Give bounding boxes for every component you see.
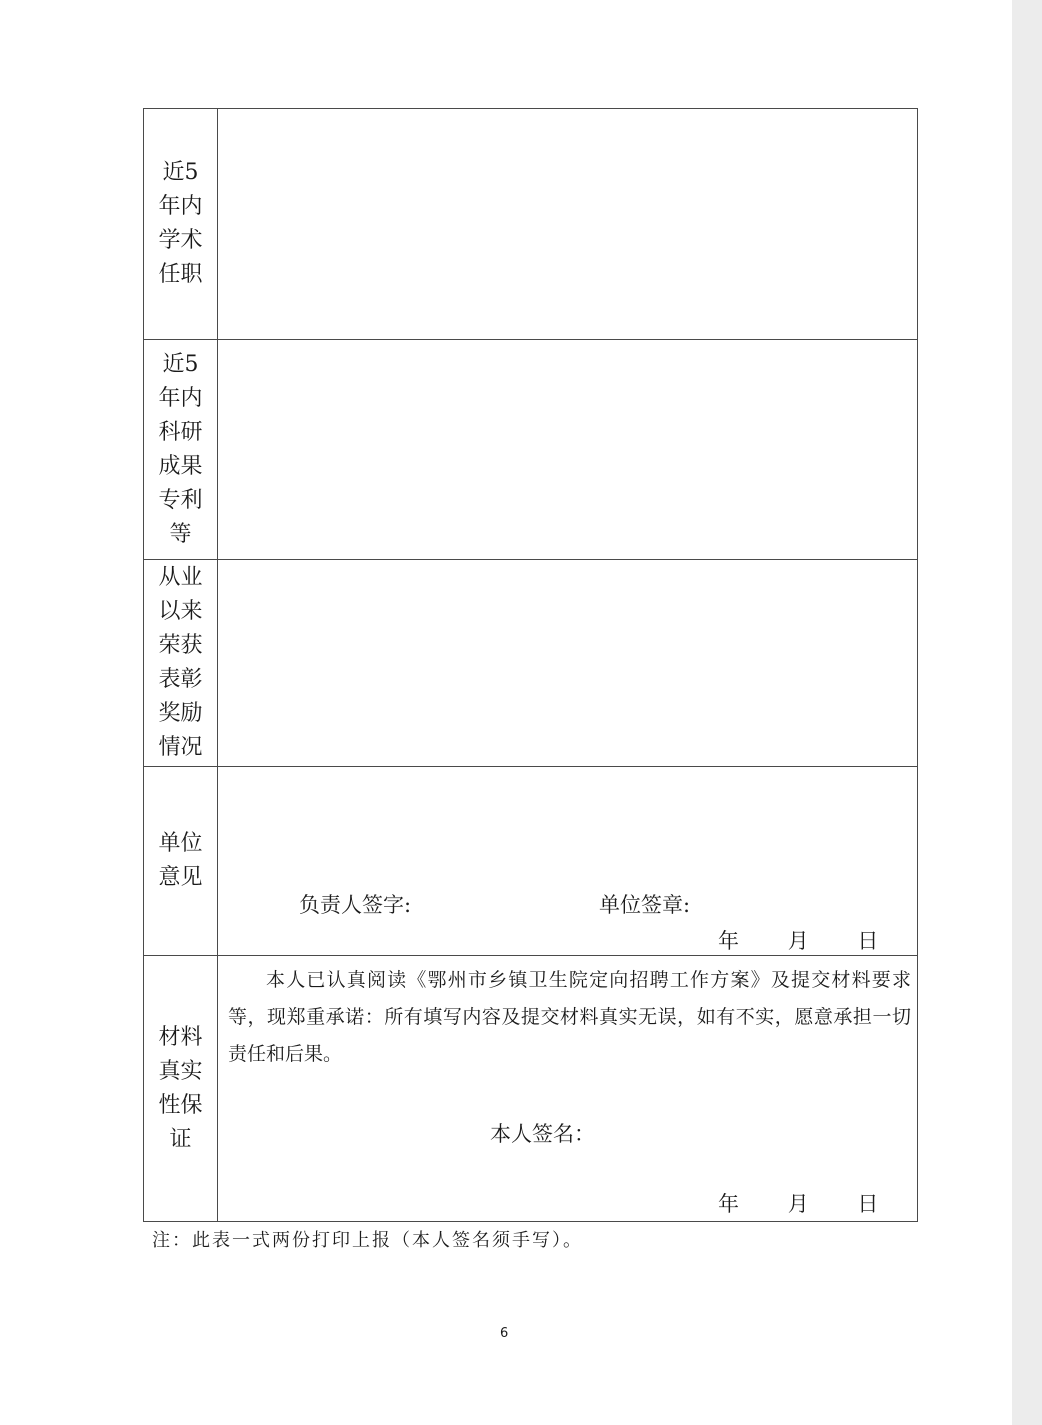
date-year: 年 — [718, 1192, 740, 1216]
label-line: 科研 — [158, 419, 203, 445]
page-number: 6 — [500, 1326, 509, 1341]
label-line: 荣获 — [158, 633, 203, 658]
label-line: 近5 — [162, 160, 199, 185]
date-month: 月 — [787, 1192, 810, 1216]
date-day: 日 — [857, 929, 880, 953]
label-line: 以来 — [158, 599, 203, 624]
label-line: 专利 — [158, 487, 203, 513]
row-academic-positions — [144, 109, 918, 340]
label-line: 性保 — [158, 1092, 203, 1118]
date-day: 日 — [857, 1192, 880, 1216]
row-authenticity-guarantee — [144, 956, 918, 1222]
field-research-results[interactable] — [218, 340, 918, 560]
page-edge-shadow — [1012, 0, 1042, 1425]
field-awards[interactable] — [218, 560, 918, 767]
row-unit-opinion — [144, 767, 918, 956]
label-line: 真实 — [158, 1058, 203, 1084]
label-line: 等 — [169, 521, 192, 547]
label-line: 学术 — [158, 228, 203, 253]
date-month: 月 — [787, 929, 810, 953]
guarantee-date — [718, 1188, 879, 1218]
unit-opinion-date — [718, 925, 879, 955]
promise-text — [228, 962, 911, 1073]
footnote: 注：此表一式两份打印上报（本人签名须手写）。 — [152, 1230, 583, 1251]
unit-seal-label: 单位签章: — [599, 893, 691, 917]
label-academic-positions — [144, 109, 218, 340]
label-authenticity-guarantee — [144, 956, 218, 1222]
label-line: 单位 — [158, 831, 203, 856]
label-line: 奖励 — [158, 701, 203, 726]
responsible-person-signature-label: 负责人签字: — [299, 893, 412, 917]
date-year: 年 — [718, 929, 740, 953]
label-unit-opinion — [144, 767, 218, 956]
label-line: 表彰 — [158, 667, 203, 692]
label-line: 近5 — [162, 351, 199, 377]
label-line: 情况 — [158, 735, 203, 760]
label-line: 证 — [169, 1126, 192, 1152]
label-line: 年内 — [158, 194, 203, 219]
promise-paragraph: 本人已认真阅读《鄂州市乡镇卫生院定向招聘工作方案》及提交材料要求等，现郑重承诺：所有填写内容及提交材料真实无误，如有不实，愿意承担一切责任和后果。 — [228, 969, 911, 1065]
field-academic-positions[interactable] — [218, 109, 918, 340]
label-line: 意见 — [158, 865, 203, 890]
label-research-results — [144, 340, 218, 560]
field-unit-opinion[interactable] — [218, 767, 918, 956]
row-research-results — [144, 340, 918, 560]
self-signature-label[interactable]: 本人签名： — [490, 1122, 595, 1146]
application-form-table — [143, 108, 918, 1222]
row-awards — [144, 560, 918, 767]
label-line: 从业 — [158, 565, 203, 590]
label-line: 材料 — [158, 1024, 203, 1050]
field-authenticity-guarantee — [218, 956, 918, 1222]
label-awards — [144, 560, 218, 767]
label-line: 任职 — [158, 262, 203, 287]
label-line: 成果 — [158, 453, 203, 479]
label-line: 年内 — [158, 385, 203, 411]
